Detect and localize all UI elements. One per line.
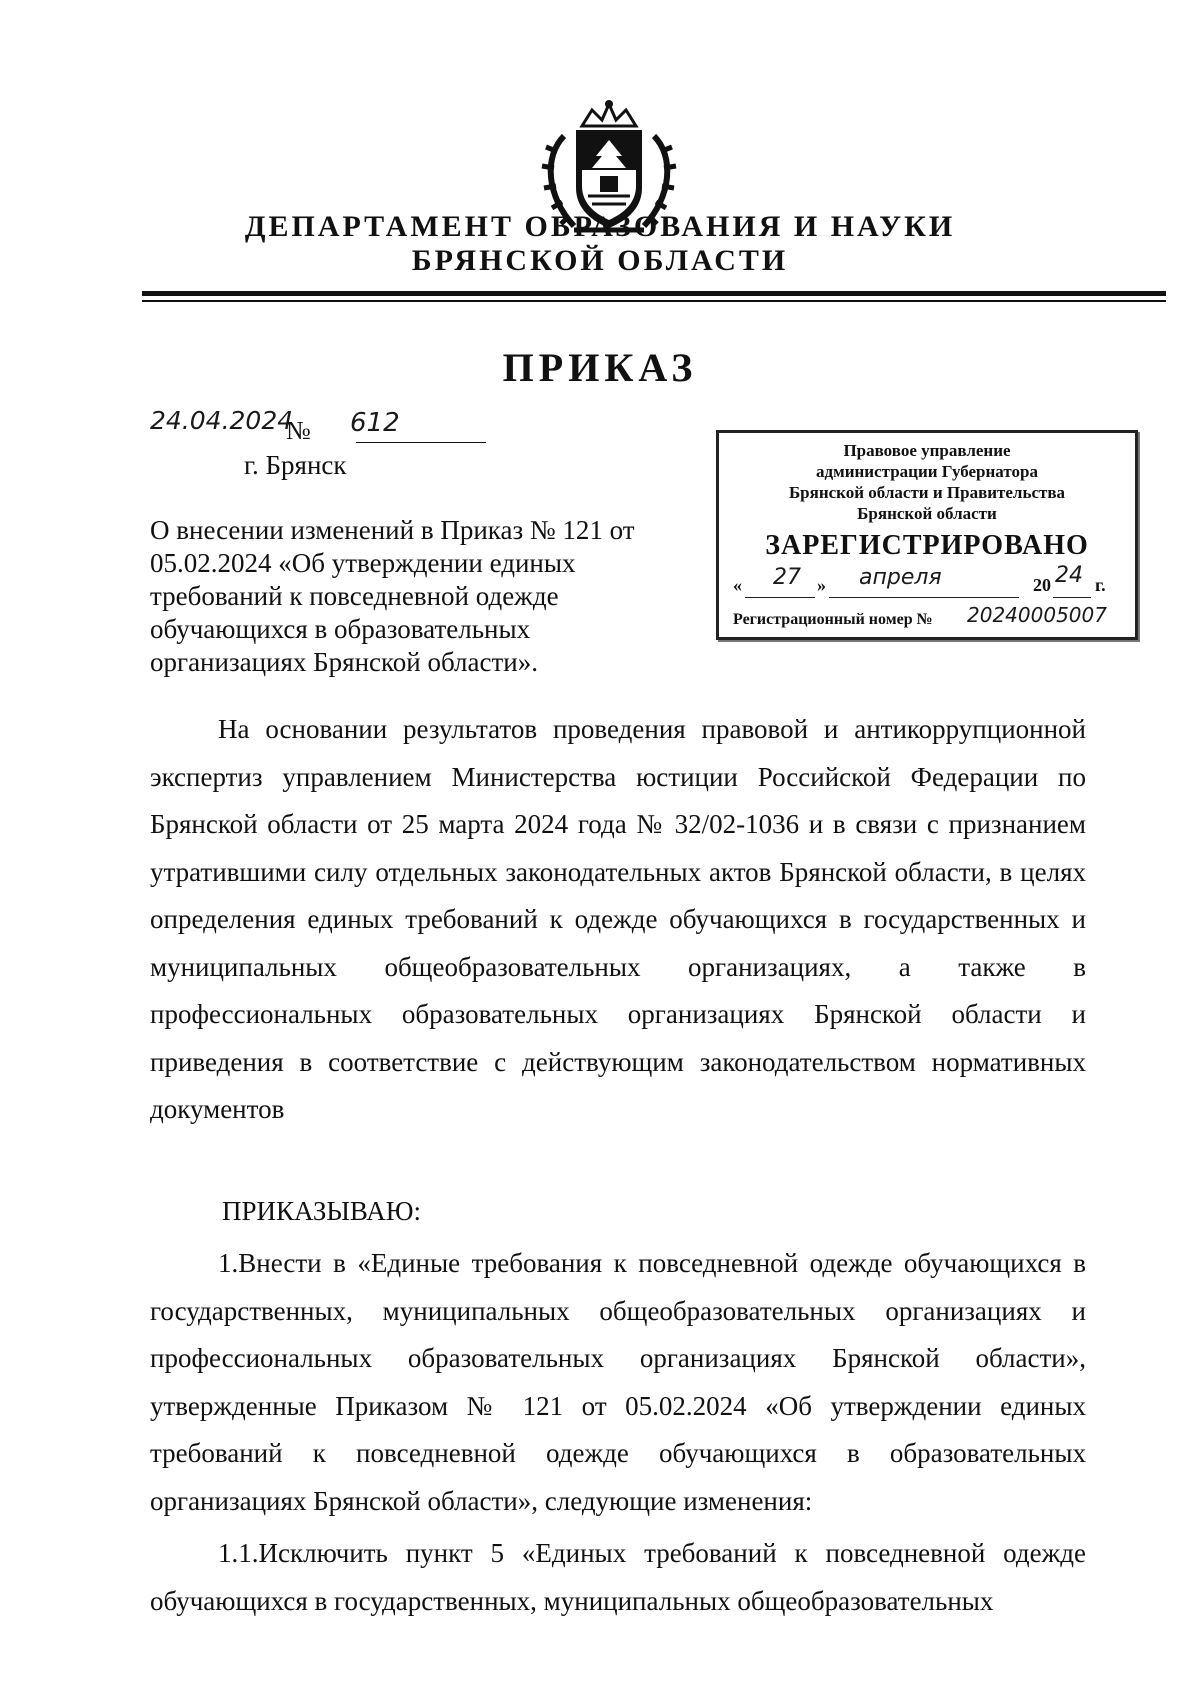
- stamp-day: 27: [773, 565, 801, 590]
- department-name-line2: БРЯНСКОЙ ОБЛАСТИ: [411, 244, 789, 277]
- header-rule-thick: [142, 291, 1166, 296]
- order-number-label: №: [286, 416, 311, 445]
- order-city: г. Брянск: [244, 450, 347, 480]
- stamp-reg-label: Регистрационный номер №: [733, 611, 933, 628]
- stamp-line-2: администрации Губернатора: [816, 462, 1038, 481]
- document-type-title: ПРИКАЗ: [502, 345, 698, 390]
- stamp-reg-number-row: [733, 603, 1107, 629]
- order-number: 612: [350, 408, 400, 438]
- stamp-date: [733, 563, 1133, 603]
- order-date: 24.04.2024: [150, 406, 294, 435]
- header-rule-thin: [142, 300, 1166, 302]
- department-name-line1: ДЕПАРТАМЕНТ ОБРАЗОВАНИЯ И НАУКИ: [244, 210, 956, 243]
- stamp-line-3: Брянской области и Правительства: [788, 483, 1066, 502]
- stamp-year-unit: г.: [1095, 575, 1106, 595]
- preamble-paragraph: На основании результатов проведения правовой и антикоррупционной экспертиз управлением Министерства юстиции Российской Федерации по Брянской области от 25 марта 2024 года № 32/02-1036 и в связи с признанием утратившими силу отдельных законодательных актов Брянской области, в целях определения единых требований к одежде обучающихся в государственных и муниципальных общеобразовательных организациях, а также в профессиональных образовательных организациях Брянской области и приведения в соответствие с действующим законодательством нормативных документов: [150, 714, 1086, 1124]
- stamp-line-4: Брянской области: [857, 504, 997, 523]
- item-1-paragraph: 1.Внести в «Единые требования к повседневной одежде обучающихся в государственных, муниципальных общеобразовательных организациях и профессиональных образовательных организациях Брянской области», утвержденные Приказом № 121 от 05.02.2024 «Об утверждении единых требований к повседневной одежде обучающихся в образовательных организациях Брянской области», следующие изменения:: [150, 1248, 1086, 1516]
- item-1-1-paragraph: 1.1.Исключить пункт 5 «Единых требований к повседневной одежде обучающихся в государственных, муниципальных общеобразовательных: [150, 1538, 1086, 1616]
- order-subject: О внесении изменений в Приказ № 121 от 05.02.2024 «Об утверждении единых требований к повседневной одежде обучающихся в образовательных организациях Брянской области».: [150, 515, 635, 677]
- registration-stamp: [716, 430, 1138, 640]
- stamp-reg-number: 20240005007: [967, 603, 1107, 627]
- stamp-year-prefix: 20: [1033, 575, 1051, 595]
- order-number-underline: [356, 442, 486, 443]
- stamp-quote-open: «: [733, 575, 742, 595]
- stamp-registered: ЗАРЕГИСТРИРОВАНО: [765, 530, 1089, 561]
- decree-word: ПРИКАЗЫВАЮ:: [222, 1196, 421, 1226]
- stamp-year-suffix: 24: [1055, 563, 1083, 588]
- stamp-line-1: Правовое управление: [843, 441, 1011, 460]
- stamp-month: апреля: [859, 565, 942, 590]
- stamp-quote-close: »: [817, 575, 826, 595]
